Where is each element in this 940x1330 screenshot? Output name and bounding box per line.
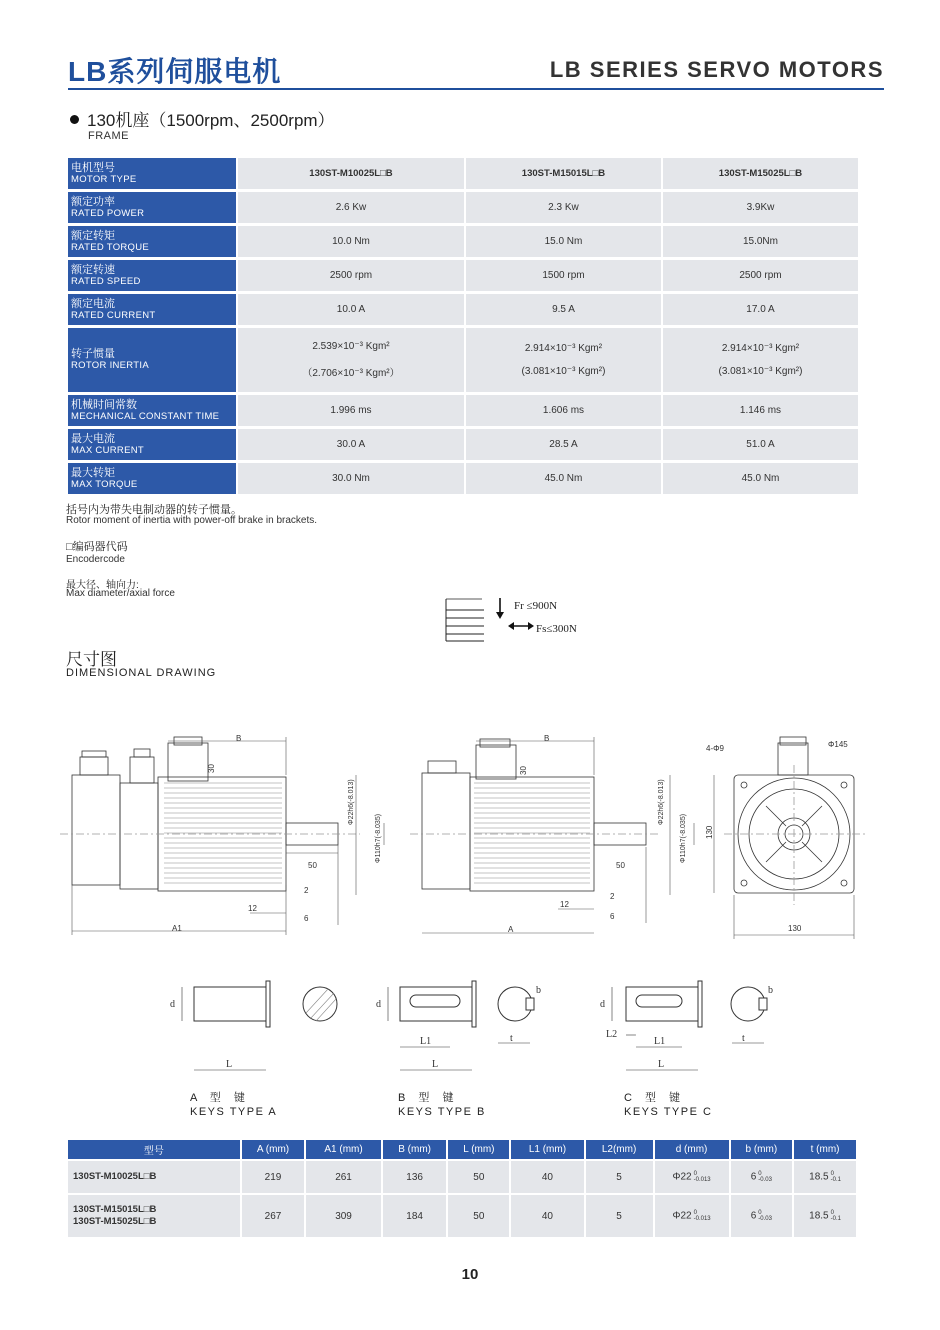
spec-label <box>68 429 236 460</box>
dim-header: A (mm) <box>242 1140 305 1159</box>
max-force-en: Max diameter/axial force <box>66 588 175 599</box>
label-d22-1: Φ22h6(-8.013) <box>348 779 355 825</box>
inertia-brake-value: (3.081×10⁻³ Kgm²) <box>521 366 606 377</box>
spec-label-en: ROTOR INERTIA <box>71 360 149 371</box>
dim-value-text: Φ22 <box>672 1171 692 1183</box>
spec-label <box>68 328 236 392</box>
key-c-t: t <box>742 1033 745 1044</box>
encoder-code-en: Encodercode <box>66 554 125 565</box>
label-2-1: 2 <box>304 886 309 895</box>
dim-value-text: 18.5 <box>809 1210 829 1222</box>
inertia-brake-value: （2.706×10⁻³ Kgm²） <box>302 368 400 379</box>
tolerance <box>758 1210 772 1222</box>
dim-row <box>68 1161 856 1193</box>
dim-value-text: Φ22 <box>672 1210 692 1222</box>
note-bracket-en: Rotor moment of inertia with power-off brake in brackets. <box>66 515 318 526</box>
spec-row <box>68 395 858 426</box>
dimension-table <box>66 1138 858 1239</box>
dim-value <box>383 1161 447 1193</box>
spec-row <box>68 429 858 460</box>
dim-value <box>383 1195 447 1237</box>
key-c-L: L <box>658 1059 665 1070</box>
spec-row <box>68 463 858 494</box>
dim-value-text: 5 <box>616 1171 622 1183</box>
spec-value: 2.6 Kw <box>238 192 464 223</box>
spec-value: 30.0 A <box>238 429 464 460</box>
spec-value: 1.146 ms <box>663 395 858 426</box>
dim-value-text: 6 <box>750 1210 757 1222</box>
dim-value <box>794 1161 856 1193</box>
label-130-v: 130 <box>705 825 714 839</box>
key-a-L: L <box>226 1059 233 1070</box>
tolerance <box>831 1171 841 1183</box>
key-type-a-en: KEYS TYPE A <box>190 1106 278 1118</box>
label-12-1: 12 <box>248 904 257 913</box>
dim-header: A1 (mm) <box>306 1140 380 1159</box>
dim-value-text: 50 <box>473 1171 485 1183</box>
dim-model <box>68 1195 240 1237</box>
label-d22-2: Φ22h6(-8.013) <box>658 779 665 825</box>
spec-row <box>68 328 858 392</box>
dim-value <box>586 1161 653 1193</box>
spec-value: 17.0 A <box>663 294 858 325</box>
frame-subtitle: FRAME <box>88 130 129 142</box>
spec-value: 130ST-M15025L□B <box>663 158 858 189</box>
encoder-code-cn: □编码器代码 <box>66 541 128 553</box>
tolerance-lower: -0.03 <box>758 1216 772 1222</box>
dim-value-text: 50 <box>473 1210 485 1222</box>
key-type-b-label <box>398 1091 486 1119</box>
dim-value <box>306 1161 380 1193</box>
spec-row <box>68 226 858 257</box>
inertia-value: 2.914×10⁻³ Kgm² <box>721 343 800 354</box>
spec-label-cn: 电机型号 <box>71 161 115 174</box>
tolerance-lower: -0.03 <box>758 1177 772 1183</box>
inertia-brake-value: (3.081×10⁻³ Kgm²) <box>718 366 803 377</box>
spec-label-en: MECHANICAL CONSTANT TIME <box>71 410 220 422</box>
dim-row <box>68 1195 856 1237</box>
spec-value: 51.0 A <box>663 429 858 460</box>
dim-header: L2(mm) <box>586 1140 653 1159</box>
spec-value: 28.5 A <box>466 429 661 460</box>
spec-label-cn: 转子惯量 <box>71 348 115 360</box>
dim-value <box>242 1161 305 1193</box>
dimensional-title-en: DIMENSIONAL DRAWING <box>66 667 217 679</box>
dim-value <box>655 1195 729 1237</box>
spec-value: 15.0 Nm <box>466 226 661 257</box>
label-holes: 4-Φ9 <box>706 744 724 753</box>
spec-label-cn: 额定转矩 <box>71 229 115 242</box>
key-type-c-label <box>624 1091 712 1119</box>
spec-label-en: RATED POWER <box>71 207 145 219</box>
spec-label <box>68 395 236 426</box>
spec-value <box>466 328 661 392</box>
key-c-b: b <box>768 985 773 996</box>
tolerance-lower: -0.013 <box>693 1216 711 1222</box>
inertia-value: 2.914×10⁻³ Kgm² <box>524 343 603 354</box>
dim-value-text: 6 <box>750 1171 757 1183</box>
dim-value <box>511 1161 583 1193</box>
label-B-1: B <box>236 735 242 743</box>
dim-model-name: 130ST-M10025L□B <box>73 1171 157 1182</box>
spec-table <box>66 155 860 497</box>
dim-value <box>448 1195 509 1237</box>
spec-value: 10.0 Nm <box>238 226 464 257</box>
label-d110-1: Φ110h7(-8.035) <box>375 813 382 863</box>
key-type-b-shaft <box>388 981 534 1070</box>
tolerance-lower: -0.1 <box>830 1177 841 1183</box>
dim-value-text: 184 <box>406 1210 423 1222</box>
label-50-1: 50 <box>308 861 317 870</box>
dim-value-text: 40 <box>541 1210 553 1222</box>
label-50-2: 50 <box>616 861 625 870</box>
spec-label-en: RATED SPEED <box>71 275 141 287</box>
key-type-c-cn: C 型 键 <box>624 1092 686 1104</box>
label-d145: Φ145 <box>828 740 848 749</box>
key-b-b: b <box>536 985 541 996</box>
motor-front-view <box>724 737 868 905</box>
spec-value: 45.0 Nm <box>466 463 661 494</box>
frame-title <box>70 106 335 131</box>
spec-label-cn: 额定电流 <box>71 297 115 310</box>
tolerance-lower: -0.013 <box>693 1177 711 1183</box>
tolerance <box>694 1171 711 1183</box>
tolerance-lower: -0.1 <box>830 1216 841 1222</box>
dim-value <box>448 1161 509 1193</box>
spec-label <box>68 260 236 291</box>
spec-value: 130ST-M15015L□B <box>466 158 661 189</box>
key-b-d: d <box>376 999 381 1010</box>
force-fr: Fr ≤900N <box>514 600 558 612</box>
spec-value: 1.996 ms <box>238 395 464 426</box>
key-type-b-en: KEYS TYPE B <box>398 1106 486 1118</box>
dim-value <box>794 1195 856 1237</box>
label-30-2: 30 <box>519 766 528 775</box>
label-d110-2: Φ110h7(-8.035) <box>680 813 687 863</box>
label-6-2: 6 <box>610 912 615 921</box>
key-drawings <box>0 975 940 1085</box>
label-2-2: 2 <box>610 892 615 901</box>
inertia-value: 2.539×10⁻³ Kgm² <box>312 341 390 352</box>
spec-value: 15.0Nm <box>663 226 858 257</box>
label-A1: A1 <box>172 924 182 933</box>
spec-label-en: MAX CURRENT <box>71 444 144 456</box>
label-12-2: 12 <box>560 900 569 909</box>
spec-label-cn: 额定转速 <box>71 263 115 276</box>
dim-header: d (mm) <box>655 1140 729 1159</box>
page-number: 10 <box>461 1266 479 1283</box>
dim-model <box>68 1161 240 1193</box>
key-type-c-shaft <box>612 981 767 1070</box>
key-c-L2: L2 <box>606 1029 618 1040</box>
dim-value <box>731 1161 793 1193</box>
dimensional-drawing <box>60 735 880 940</box>
spec-value: 45.0 Nm <box>663 463 858 494</box>
dim-value-text: 309 <box>335 1210 352 1222</box>
frame-title-text: 130机座（1500rpm、2500rpm） <box>87 111 335 130</box>
spec-row <box>68 260 858 291</box>
dim-header: 型号 <box>68 1140 240 1159</box>
dim-value <box>731 1195 793 1237</box>
spec-label-en: MAX TORQUE <box>71 478 138 490</box>
force-diagram <box>440 596 600 646</box>
bullet-icon <box>70 115 79 124</box>
key-c-d: d <box>600 999 605 1010</box>
spec-label-cn: 机械时间常数 <box>71 398 137 411</box>
spec-label-cn: 最大转矩 <box>71 466 115 479</box>
spec-label-en: RATED CURRENT <box>71 309 156 321</box>
dim-value-text: 261 <box>335 1171 352 1183</box>
key-b-L: L <box>432 1059 439 1070</box>
spec-value <box>663 328 858 392</box>
force-fs: Fs≤300N <box>536 623 577 635</box>
max-force-cn: 最大径、轴向力: <box>66 580 139 591</box>
key-a-d: d <box>170 999 175 1010</box>
key-c-L1: L1 <box>654 1036 666 1047</box>
dim-header: b (mm) <box>731 1140 793 1159</box>
tolerance-upper: 0 <box>693 1171 697 1177</box>
spec-value: 2.3 Kw <box>466 192 661 223</box>
dim-value <box>655 1161 729 1193</box>
key-type-a-cn: A 型 键 <box>190 1092 250 1104</box>
spec-value: 30.0 Nm <box>238 463 464 494</box>
dimensional-title-cn: 尺寸图 <box>66 650 117 669</box>
dim-value-text: 5 <box>616 1210 622 1222</box>
dim-value-text: 18.5 <box>809 1171 829 1183</box>
spec-label-cn: 最大电流 <box>71 432 115 445</box>
spec-label-en: RATED TORQUE <box>71 241 150 253</box>
spec-value <box>238 328 464 392</box>
tolerance-upper: 0 <box>758 1171 762 1177</box>
spec-row <box>68 158 858 189</box>
key-types <box>0 975 940 1125</box>
label-130-h: 130 <box>788 924 802 933</box>
dim-header: L (mm) <box>448 1140 509 1159</box>
spec-row <box>68 294 858 325</box>
spec-row <box>68 192 858 223</box>
tolerance-upper: 0 <box>830 1171 834 1177</box>
spec-label <box>68 463 236 494</box>
spec-label <box>68 294 236 325</box>
label-A: A <box>508 925 514 934</box>
key-type-c-en: KEYS TYPE C <box>624 1106 713 1118</box>
label-B-2: B <box>544 735 550 743</box>
dim-header: L1 (mm) <box>511 1140 583 1159</box>
key-b-L1: L1 <box>420 1036 432 1047</box>
spec-value: 1.606 ms <box>466 395 661 426</box>
spec-label-en: MOTOR TYPE <box>71 173 137 185</box>
dim-value-text: 136 <box>406 1171 423 1183</box>
dim-value <box>242 1195 305 1237</box>
dim-value-text: 219 <box>264 1171 282 1183</box>
header-title-cn: LB系列伺服电机 <box>68 56 282 87</box>
tolerance-upper: 0 <box>758 1210 762 1216</box>
spec-label <box>68 226 236 257</box>
header-title-en: LB SERIES SERVO MOTORS <box>549 57 884 82</box>
dim-value <box>306 1195 380 1237</box>
tolerance <box>758 1171 772 1183</box>
dim-value-text: 267 <box>264 1210 282 1222</box>
dim-model-name: 130ST-M15015L□B <box>73 1204 157 1215</box>
spec-value: 2500 rpm <box>238 260 464 291</box>
dim-value <box>511 1195 583 1237</box>
key-b-t: t <box>510 1033 513 1044</box>
dim-value-text: 40 <box>541 1171 553 1183</box>
spec-value: 2500 rpm <box>663 260 858 291</box>
spec-label <box>68 158 236 189</box>
tolerance-upper: 0 <box>830 1210 834 1216</box>
dim-header: t (mm) <box>794 1140 856 1159</box>
tolerance <box>831 1210 841 1222</box>
spec-value: 130ST-M10025L□B <box>238 158 464 189</box>
label-6-1: 6 <box>304 914 309 923</box>
key-type-b-cn: B 型 键 <box>398 1092 459 1104</box>
dim-header: B (mm) <box>383 1140 447 1159</box>
tolerance <box>694 1210 711 1222</box>
key-type-a-shaft <box>182 981 337 1070</box>
spec-label <box>68 192 236 223</box>
key-type-a-label <box>190 1091 277 1119</box>
tolerance-upper: 0 <box>693 1210 697 1216</box>
header-divider <box>68 88 884 90</box>
spec-value: 1500 rpm <box>466 260 661 291</box>
spec-label-cn: 额定功率 <box>71 195 115 208</box>
note-bracket-cn: 括号内为带失电制动器的转子惯量。 <box>66 504 242 516</box>
label-30-1: 30 <box>207 764 216 773</box>
spec-value: 3.9Kw <box>663 192 858 223</box>
dim-value <box>586 1195 653 1237</box>
dim-model-name: 130ST-M15025L□B <box>73 1216 157 1227</box>
spec-value: 9.5 A <box>466 294 661 325</box>
spec-value: 10.0 A <box>238 294 464 325</box>
